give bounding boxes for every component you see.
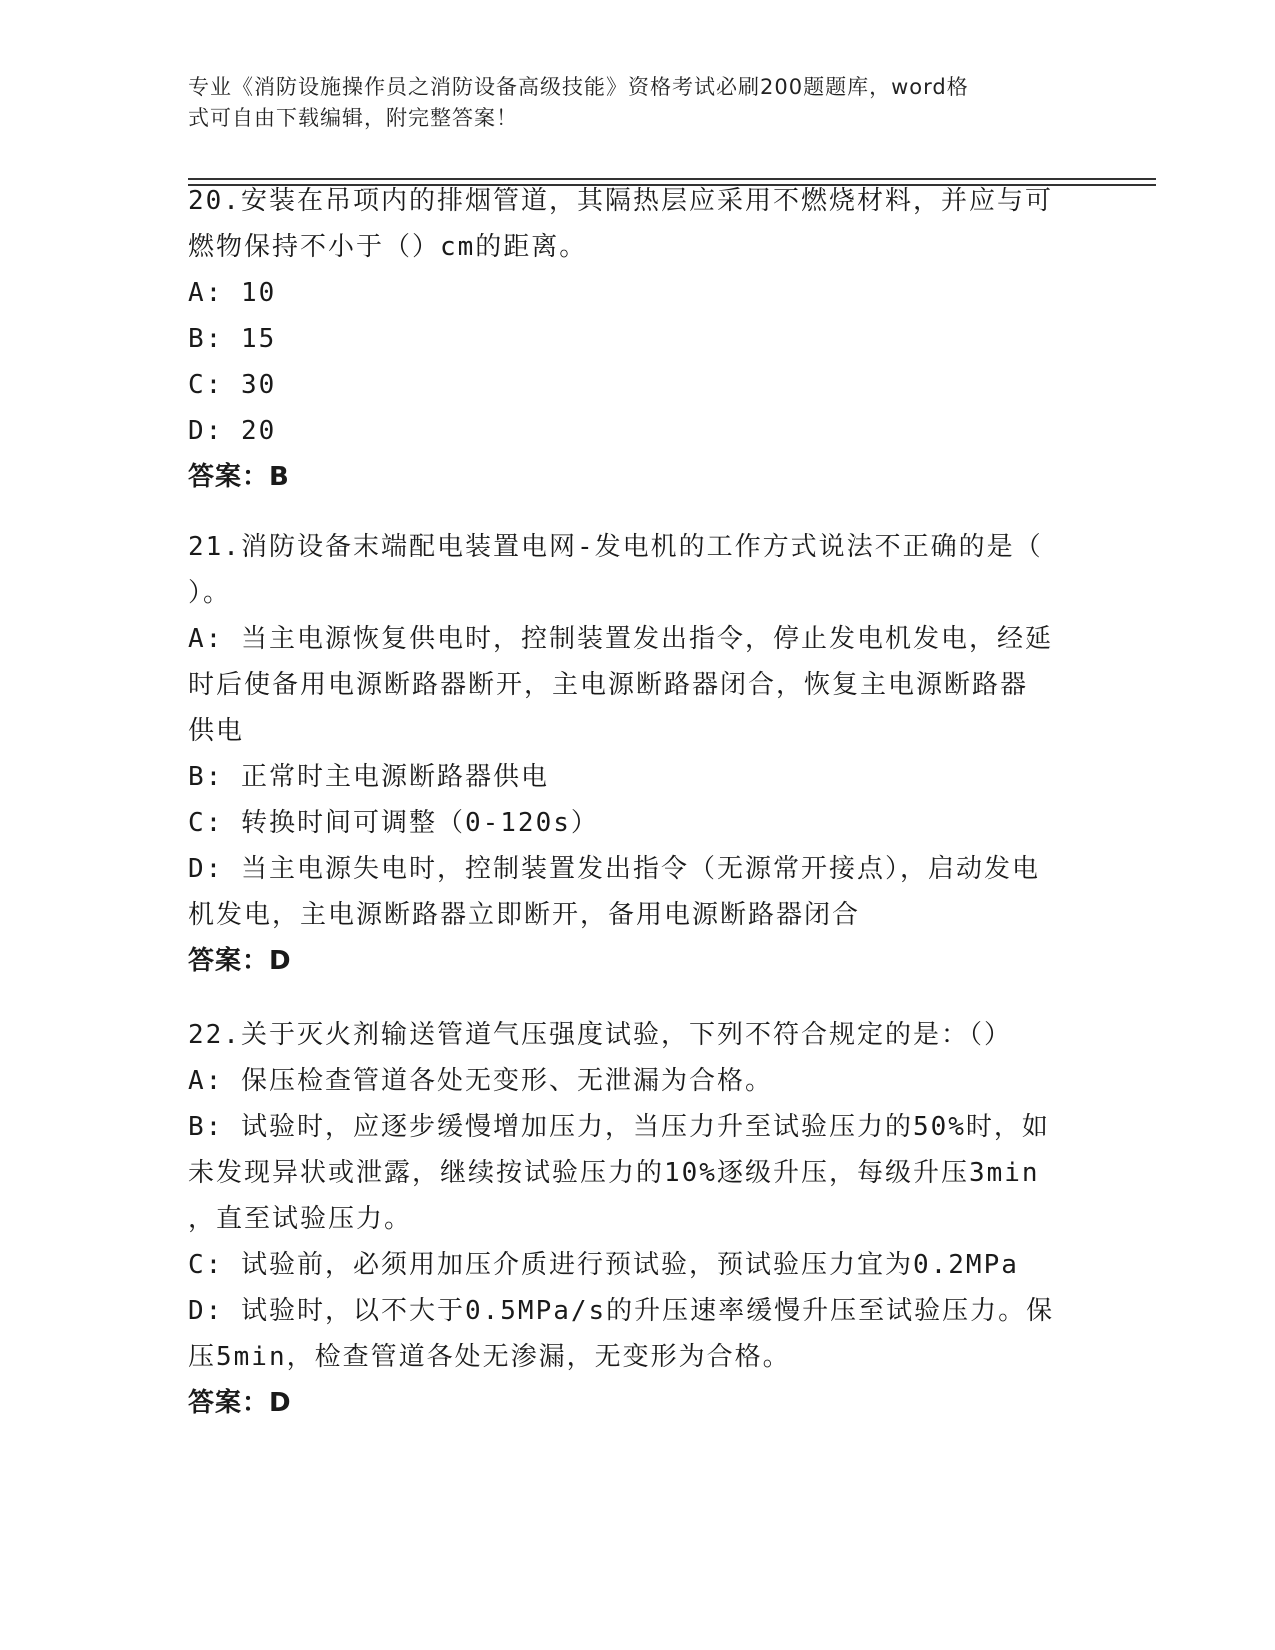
answer-label: 答案：B	[188, 462, 290, 492]
option-a-cont: 时后使备用电源断路器断开，主电源断路器闭合，恢复主电源断路器	[188, 670, 1029, 700]
option-d-cont: 压5min，检查管道各处无渗漏，无变形为合格。	[188, 1342, 791, 1372]
header-line: 式可自由下载编辑，附完整答案！	[188, 106, 518, 130]
question-stem: 21.消防设备末端配电装置电网-发电机的工作方式说法不正确的是（	[188, 532, 1043, 562]
option-d: D: 20	[188, 416, 277, 446]
question-21	[188, 524, 1088, 984]
option-b: B: 15	[188, 324, 277, 354]
option-c: C: 转换时间可调整（0-120s）	[188, 808, 599, 838]
option-d: D: 试验时，以不大于0.5MPa/s的升压速率缓慢升压至试验压力。保	[188, 1296, 1055, 1326]
option-b: B: 试验时，应逐步缓慢增加压力，当压力升至试验压力的50%时，如	[188, 1112, 1050, 1142]
question-stem: 燃物保持不小于（）cm的距离。	[188, 232, 588, 262]
option-a: A: 10	[188, 278, 277, 308]
option-a: A: 当主电源恢复供电时，控制装置发出指令，停止发电机发电，经延	[188, 624, 1053, 654]
question-stem: 22.关于灭火剂输送管道气压强度试验，下列不符合规定的是：（）	[188, 1020, 1012, 1050]
option-d: D: 当主电源失电时，控制装置发出指令（无源常开接点），启动发电	[188, 854, 1040, 884]
header-line: 专业《消防设施操作员之消防设备高级技能》资格考试必刷200题题库，word格	[188, 75, 969, 99]
question-stem: 20.安装在吊项内的排烟管道，其隔热层应采用不燃烧材料，并应与可	[188, 186, 1053, 216]
document-header	[188, 72, 1068, 134]
option-a-cont: 供电	[188, 716, 245, 746]
question-22	[188, 1012, 1088, 1426]
option-b-cont: 未发现异状或泄露，继续按试验压力的10%逐级升压，每级升压3min	[188, 1158, 1040, 1188]
question-20	[188, 178, 1088, 500]
option-c: C: 试验前，必须用加压介质进行预试验，预试验压力宜为0.2MPa	[188, 1250, 1019, 1280]
answer-label: 答案：D	[188, 1388, 292, 1418]
option-c: C: 30	[188, 370, 277, 400]
answer-label: 答案：D	[188, 946, 292, 976]
option-b: B: 正常时主电源断路器供电	[188, 762, 549, 792]
option-a: A: 保压检查管道各处无变形、无泄漏为合格。	[188, 1066, 773, 1096]
question-stem: ）。	[188, 578, 232, 608]
option-b-cont: ，直至试验压力。	[188, 1204, 413, 1234]
option-d-cont: 机发电，主电源断路器立即断开，备用电源断路器闭合	[188, 900, 861, 930]
